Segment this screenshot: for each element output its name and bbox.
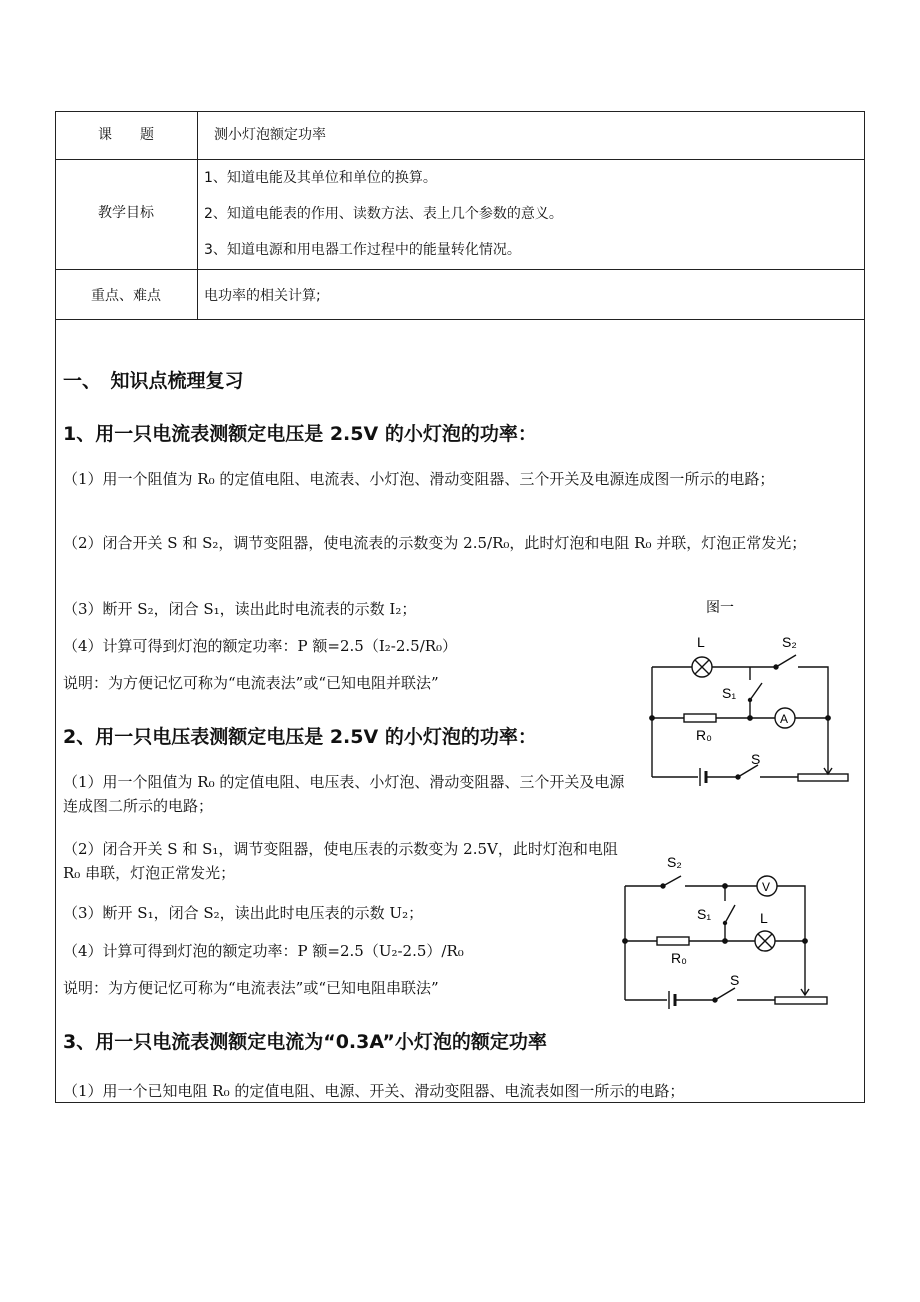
voltmeter-label: V xyxy=(762,880,771,894)
goal-item-2: 2、知道电能表的作用、读数方法、表上几个参数的意义。 xyxy=(204,206,563,222)
keypoints-value: 电功率的相关计算; xyxy=(204,288,321,304)
method-2-note: 说明：为方便记忆可称为“电流表法”或“已知电阻串联法” xyxy=(63,979,439,997)
method-1-step-2: （2）闭合开关 S 和 S₂，调节变阻器，使电流表的示数变为 2.5/R₀，此时灯泡和电阻 R₀ 并联，灯泡正常发光； xyxy=(63,534,807,552)
switch-s-label: S xyxy=(751,751,761,767)
switch-s-label: S xyxy=(730,972,740,988)
method-1-step-1: （1）用一个阻值为 R₀ 的定值电阻、电流表、小灯泡、滑动变阻器、三个开关及电源连成图一所示的电路； xyxy=(63,470,775,488)
method-1-step-4: （4）计算可得到灯泡的额定功率：P 额=2.5（I₂-2.5/R₀） xyxy=(63,637,458,655)
method-2-step-3: （3）断开 S₁，闭合 S₂，读出此时电压表的示数 U₂； xyxy=(63,904,424,922)
table-divider xyxy=(56,159,864,160)
resistor-label: R₀ xyxy=(671,950,687,966)
ammeter-label: A xyxy=(780,712,789,726)
method-1-note: 说明：为方便记忆可称为“电流表法”或“已知电阻并联法” xyxy=(63,674,439,692)
method-2-title: 2、用一只电压表测额定电压是 2.5V 的小灯泡的功率： xyxy=(63,726,537,748)
figure-1-caption: 图一 xyxy=(706,599,734,615)
rheostat-icon xyxy=(798,774,848,781)
method-3-title: 3、用一只电流表测额定电流为“0.3A”小灯泡的额定功率 xyxy=(63,1031,547,1053)
method-2-step-1: （1）用一个阻值为 R₀ 的定值电阻、电压表、小灯泡、滑动变阻器、三个开关及电源连成图二所示的电路； xyxy=(63,773,625,815)
lamp-label: L xyxy=(697,634,705,650)
resistor-icon xyxy=(657,937,689,945)
row-label-topic: 课 题 xyxy=(98,127,154,143)
method-1-title: 1、用一只电流表测额定电压是 2.5V 的小灯泡的功率： xyxy=(63,423,537,445)
row-label-goals: 教学目标 xyxy=(98,205,154,221)
method-3-step-1: （1）用一个已知电阻 R₀ 的定值电阻、电源、开关、滑动变阻器、电流表如图一所示的电路； xyxy=(63,1082,685,1100)
method-2-step-4: （4）计算可得到灯泡的额定功率：P 额=2.5（U₂-2.5）/R₀ xyxy=(63,942,464,960)
switch-s2-label: S₂ xyxy=(667,854,682,870)
circuit-figure-1 xyxy=(640,590,865,800)
switch-s2-label: S₂ xyxy=(782,634,797,650)
row-label-keypoints: 重点、难点 xyxy=(91,288,161,304)
table-divider xyxy=(56,269,864,270)
topic-value: 测小灯泡额定功率 xyxy=(214,127,326,143)
table-column-divider xyxy=(197,112,198,319)
rheostat-icon xyxy=(775,997,827,1004)
goal-item-1: 1、知道电能及其单位和单位的换算。 xyxy=(204,170,437,186)
section-title: 一、 知识点梳理复习 xyxy=(63,370,244,392)
resistor-label: R₀ xyxy=(696,727,712,743)
goal-item-3: 3、知道电源和用电器工作过程中的能量转化情况。 xyxy=(204,242,521,258)
method-2-step-2: （2）闭合开关 S 和 S₁，调节变阻器，使电压表的示数变为 2.5V，此时灯泡和电阻 R₀ 串联，灯泡正常发光； xyxy=(63,840,618,882)
resistor-icon xyxy=(684,714,716,722)
method-1-step-3: （3）断开 S₂，闭合 S₁，读出此时电流表的示数 I₂； xyxy=(63,600,417,618)
switch-s1-label: S₁ xyxy=(722,685,737,701)
switch-s1-label: S₁ xyxy=(697,906,712,922)
lamp-label: L xyxy=(760,910,768,926)
circuit-figure-2 xyxy=(615,845,835,1015)
table-divider xyxy=(56,319,864,320)
